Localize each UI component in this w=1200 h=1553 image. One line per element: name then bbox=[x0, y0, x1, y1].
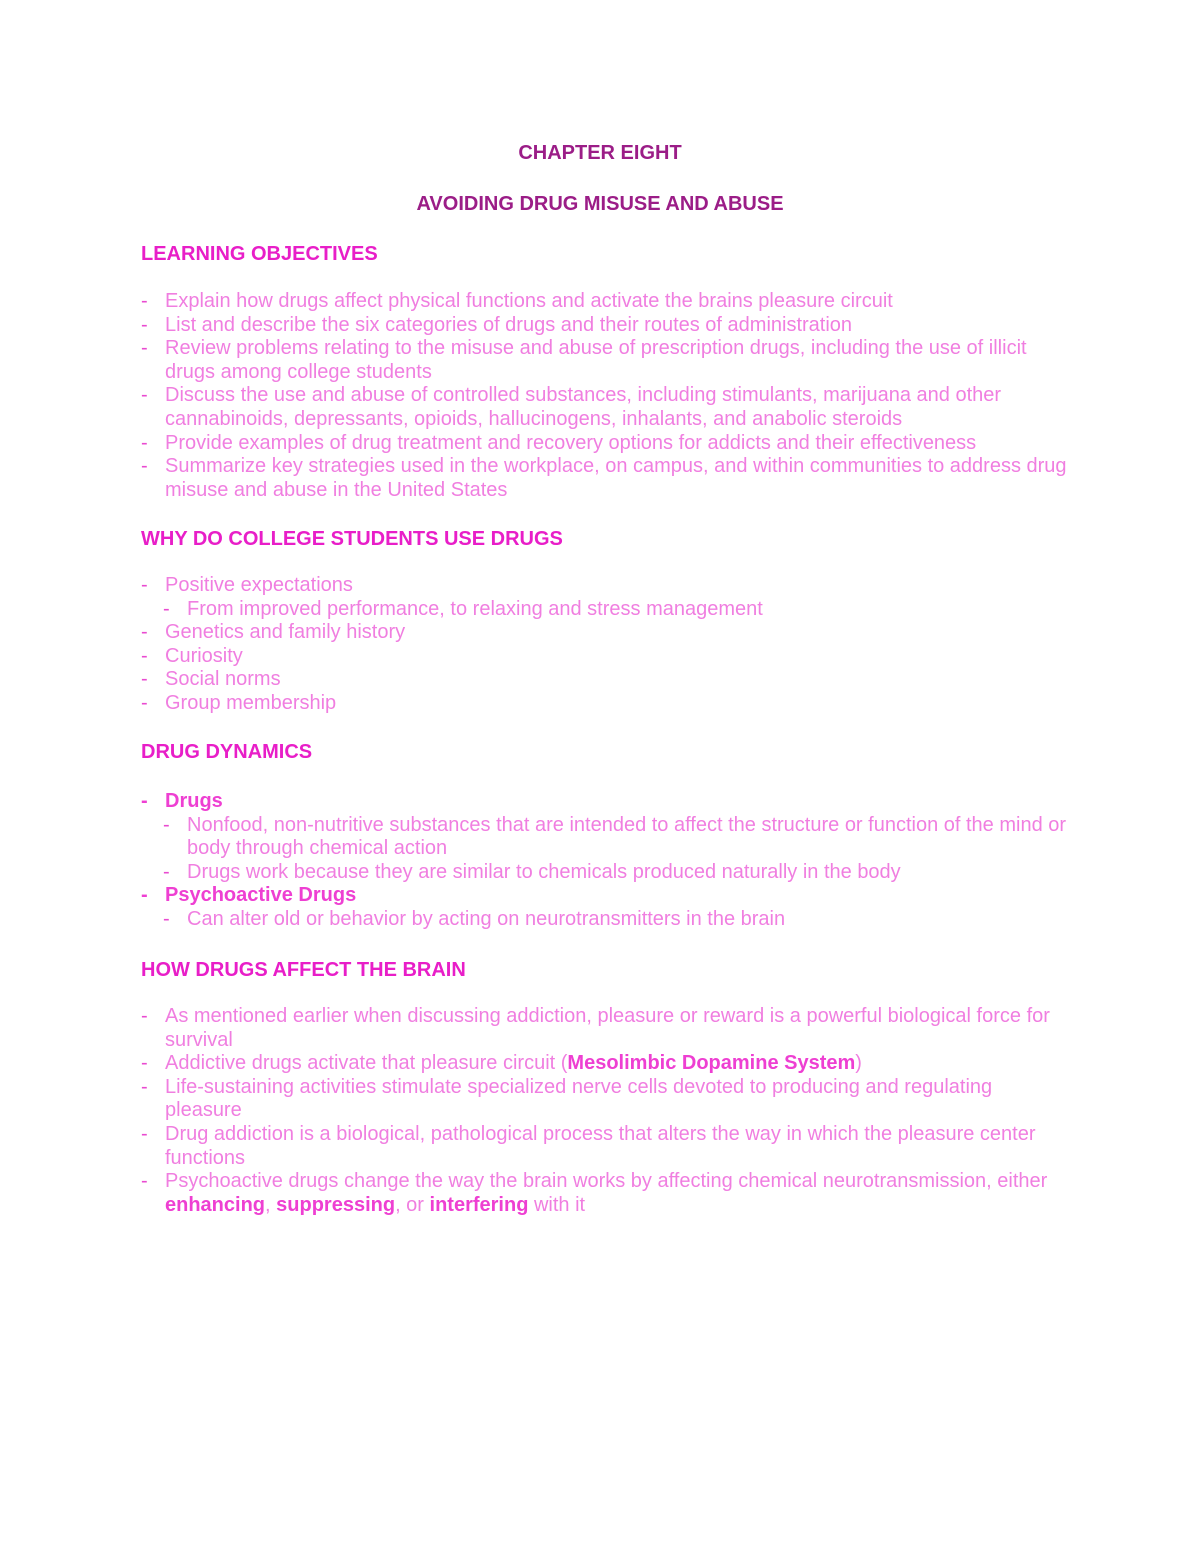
list-item bbox=[141, 1170, 1071, 1217]
sub-list-item: - Can alter old or behavior by acting on neurotransmitters in the brain bbox=[141, 908, 1071, 932]
list-item-psychoactive-drugs: - Psychoactive Drugs bbox=[141, 884, 1071, 908]
sub-list-item: - Nonfood, non-nutritive substances that are intended to affect the structure or function of the mind or body through chemical action bbox=[141, 814, 1071, 861]
drug-dynamics-list bbox=[141, 790, 1071, 932]
list-item: - Provide examples of drug treatment and recovery options for addicts and their effectiveness bbox=[141, 432, 1071, 456]
brain-list bbox=[141, 1005, 1071, 1217]
list-item: - As mentioned earlier when discussing addiction, pleasure or reward is a powerful biological force for survival bbox=[141, 1005, 1071, 1052]
list-item: - Social norms bbox=[141, 668, 1071, 692]
sub-list-item: - From improved performance, to relaxing and stress management bbox=[141, 598, 1071, 622]
section-heading-learning-objectives: LEARNING OBJECTIVES bbox=[141, 243, 378, 265]
list-item: - Positive expectations bbox=[141, 574, 1071, 598]
item-text: ) bbox=[855, 1052, 862, 1075]
item-text: with it bbox=[528, 1193, 586, 1216]
section-heading-brain: HOW DRUGS AFFECT THE BRAIN bbox=[141, 959, 466, 981]
bold-term: enhancing bbox=[165, 1193, 266, 1216]
list-item: - Discuss the use and abuse of controlled substances, including stimulants, marijuana and other cannabinoids, depressants, opioids, hallucinogens, inhalants, and anabolic steroids bbox=[141, 384, 1071, 431]
sub-list-item: - Drugs work because they are similar to chemicals produced naturally in the body bbox=[141, 861, 1071, 885]
list-item: - Group membership bbox=[141, 692, 1071, 716]
item-text: , or bbox=[395, 1193, 430, 1216]
list-item: - Genetics and family history bbox=[141, 621, 1071, 645]
item-text: , bbox=[265, 1193, 277, 1216]
why-students-list bbox=[141, 574, 1071, 716]
list-item: - Drug addiction is a biological, pathological process that alters the way in which the pleasure center functions bbox=[141, 1123, 1071, 1170]
list-item-drugs: - Drugs bbox=[141, 790, 1071, 814]
section-heading-drug-dynamics: DRUG DYNAMICS bbox=[141, 741, 313, 763]
item-text: Psychoactive drugs change the way the brain works by affecting chemical neurotransmission, either bbox=[165, 1170, 1048, 1193]
item-text: Addictive drugs activate that pleasure circuit ( bbox=[165, 1052, 568, 1075]
list-item: - List and describe the six categories of drugs and their routes of administration bbox=[141, 314, 1071, 338]
list-item: - Summarize key strategies used in the workplace, on campus, and within communities to address drug misuse and abuse in the United States bbox=[141, 455, 1071, 502]
bold-term: interfering bbox=[429, 1193, 529, 1216]
list-item: - Review problems relating to the misuse and abuse of prescription drugs, including the use of illicit drugs among college students bbox=[141, 337, 1071, 384]
bold-term: suppressing bbox=[276, 1193, 396, 1216]
list-item: - Curiosity bbox=[141, 645, 1071, 669]
section-heading-why-students: WHY DO COLLEGE STUDENTS USE DRUGS bbox=[141, 528, 563, 550]
list-item: - Life-sustaining activities stimulate specialized nerve cells devoted to producing and regulating pleasure bbox=[141, 1076, 1071, 1123]
list-item: - Explain how drugs affect physical functions and activate the brains pleasure circuit bbox=[141, 290, 1071, 314]
bold-term: Mesolimbic Dopamine System bbox=[567, 1052, 856, 1075]
document-subtitle: AVOIDING DRUG MISUSE AND ABUSE bbox=[416, 193, 784, 215]
learning-objectives-list bbox=[141, 290, 1071, 502]
chapter-title: CHAPTER EIGHT bbox=[518, 142, 682, 164]
list-item bbox=[141, 1052, 1071, 1076]
